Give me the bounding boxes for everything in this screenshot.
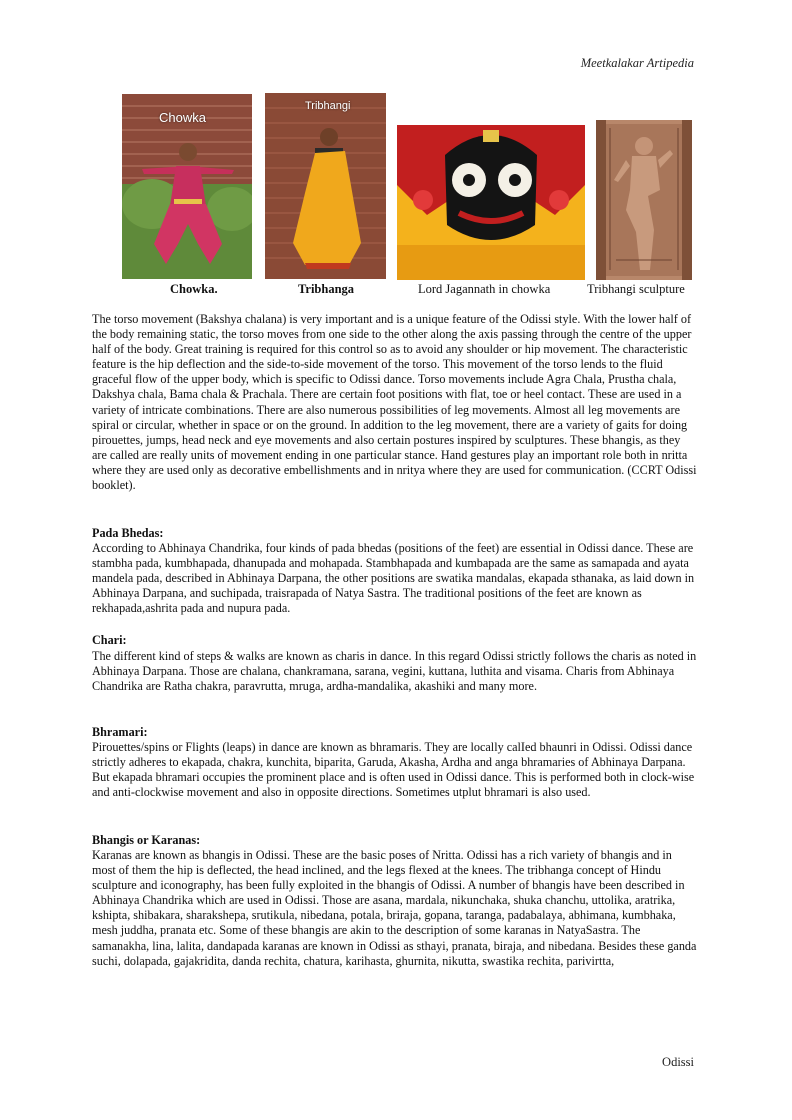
tribhangi-overlay-label: Tribhangi: [305, 100, 351, 112]
tribhangi-caption: Tribhanga: [298, 282, 355, 296]
tribhangi-photo: [265, 93, 386, 279]
section-heading-bhramari: Bhramari:: [92, 725, 148, 739]
section-heading-chari: Chari:: [92, 633, 127, 647]
jagannath-caption: Lord Jagannath in chowka: [418, 282, 551, 296]
intro-paragraph: The torso movement (Bakshya chalana) is very important and is a unique feature of the Odissi style. With the lower half of the body remaining static, the torso moves from one side to the other along the axis passing through the centre of the upper half of the body. Great training is required for this control so as to avoid any shoulder or hip movement. The characteristic feature is the hip deflection and the side-to-side movement of the torso. This movement of the torso lends to the fluid graceful flow of the upper body, which is specific to Odissi dance. Torso movements include Agra Chala, Prustha chala, Dakshya chala, Bama chala & Prachala. There are certain foot positions with flat, toe or heel contact. These are used in a variety of intricate combinations. There are also numerous possibilities of leg movements. Almost all leg movements are spiral or circular, whether in space or on the ground. In addition to the leg movement, there are a variety of gaits for doing pirouettes, jumps, head neck and eye movements and also certain postures inspired by sculptures. These bhangis, as they are called are really units of movement ending in one particular stance. Hand gestures play an important role both in nritta where they are used only as decorative embellishments and in nritya where they are used for communication. (CCRT Odissi booklet).: [92, 312, 697, 493]
running-header: Meetkalakar Artipedia: [580, 56, 694, 70]
section-heading-bhangis: Bhangis or Karanas:: [92, 833, 201, 847]
section-text-bhramari: Pirouettes/spins or Flights (leaps) in dance are known as bhramaris. They are locally calIed bhaunri in Odissi. Odissi dance strictly adheres to ekapada, chakra, kunchita, biparita, Garuda, Akasha, Ardha and anga bhramaries of Abhinaya Darpana. But ekapada bhramari occupies the prominent place and is often used in Odissi dance. This is performed both in clock-wise and anti-clockwise movement and also in opposite directions. Sometimes utplut bhramari is also used.: [92, 740, 695, 800]
sculpture-photo: [596, 120, 692, 280]
section-text-chari: The different kind of steps & walks are known as charis in dance. In this regard Odissi strictly follows the charis as noted in Abhinaya Darpana. Those are chalana, chankramana, sarana, vegini, kuttana, luthita and visama. Charis from Abhinaya Chandrika are Ratha chakra, paravrutta, mruga, ardha-mandalika, akashiki and many more.: [92, 649, 697, 694]
chowka-overlay-label: Chowka: [159, 110, 206, 125]
running-footer: Odissi: [662, 1055, 694, 1069]
chowka-caption: Chowka.: [170, 282, 218, 296]
jagannath-photo: [397, 125, 585, 280]
chowka-photo: [122, 94, 252, 279]
section-text-bhangis: Karanas are known as bhangis in Odissi. These are the basic poses of Nritta. Odissi has a rich variety of bhangis and in most of them the hip is deflected, the head inclined, and the legs flexed at the knees. The tribhanga concept of Hindu sculpture and iconography, has been fully exploited in the bhangis of Odissi. A number of bhangis have been described in Abhinaya Chandrika which are used in Odissi. Those are asana, mardala, nikunchaka, shuka chanchu, uttolika, aratrika, kshipta, shibakara, sharakshepa, srutikula, nibedana, potala, briraja, gopana, taranga, padabalaya, abhimana, kumbhaka, mesh juddha, pranata etc. Some of these bhangis are akin to the description of some karanas in NatyaSastra. The samanakha, lina, lalita, dandapada karanas are known in Odissi as sthayi, pranata, biraja, and nibedana. Besides these ganda suchi, dolapada, gajakridita, danda rechita, chatura, karihasta, ghurnita, nikutta, swastika rechita, parivirtta,: [92, 848, 697, 968]
sculpture-caption: Tribhangi sculpture: [587, 282, 685, 296]
section-text-pada-bhedas: According to Abhinaya Chandrika, four kinds of pada bhedas (positions of the feet) are essential in Odissi dance. These are stambha pada, kumbhapada, dhanupada and mohapada. Stambhapada and kumbapada are the same as samapada and ayata mandela pada, described in Abhinaya Darpana, the other positions are swatika mandalas, ekapada sthanaka, as laid down in Abhinaya Darpana, and suchipada, traisrapada of Natya Sastra. The traditional positions of the feet are known as rekhapada,ashrita pada and nupura pada.: [92, 541, 695, 616]
section-heading-pada-bhedas: Pada Bhedas:: [92, 526, 164, 540]
